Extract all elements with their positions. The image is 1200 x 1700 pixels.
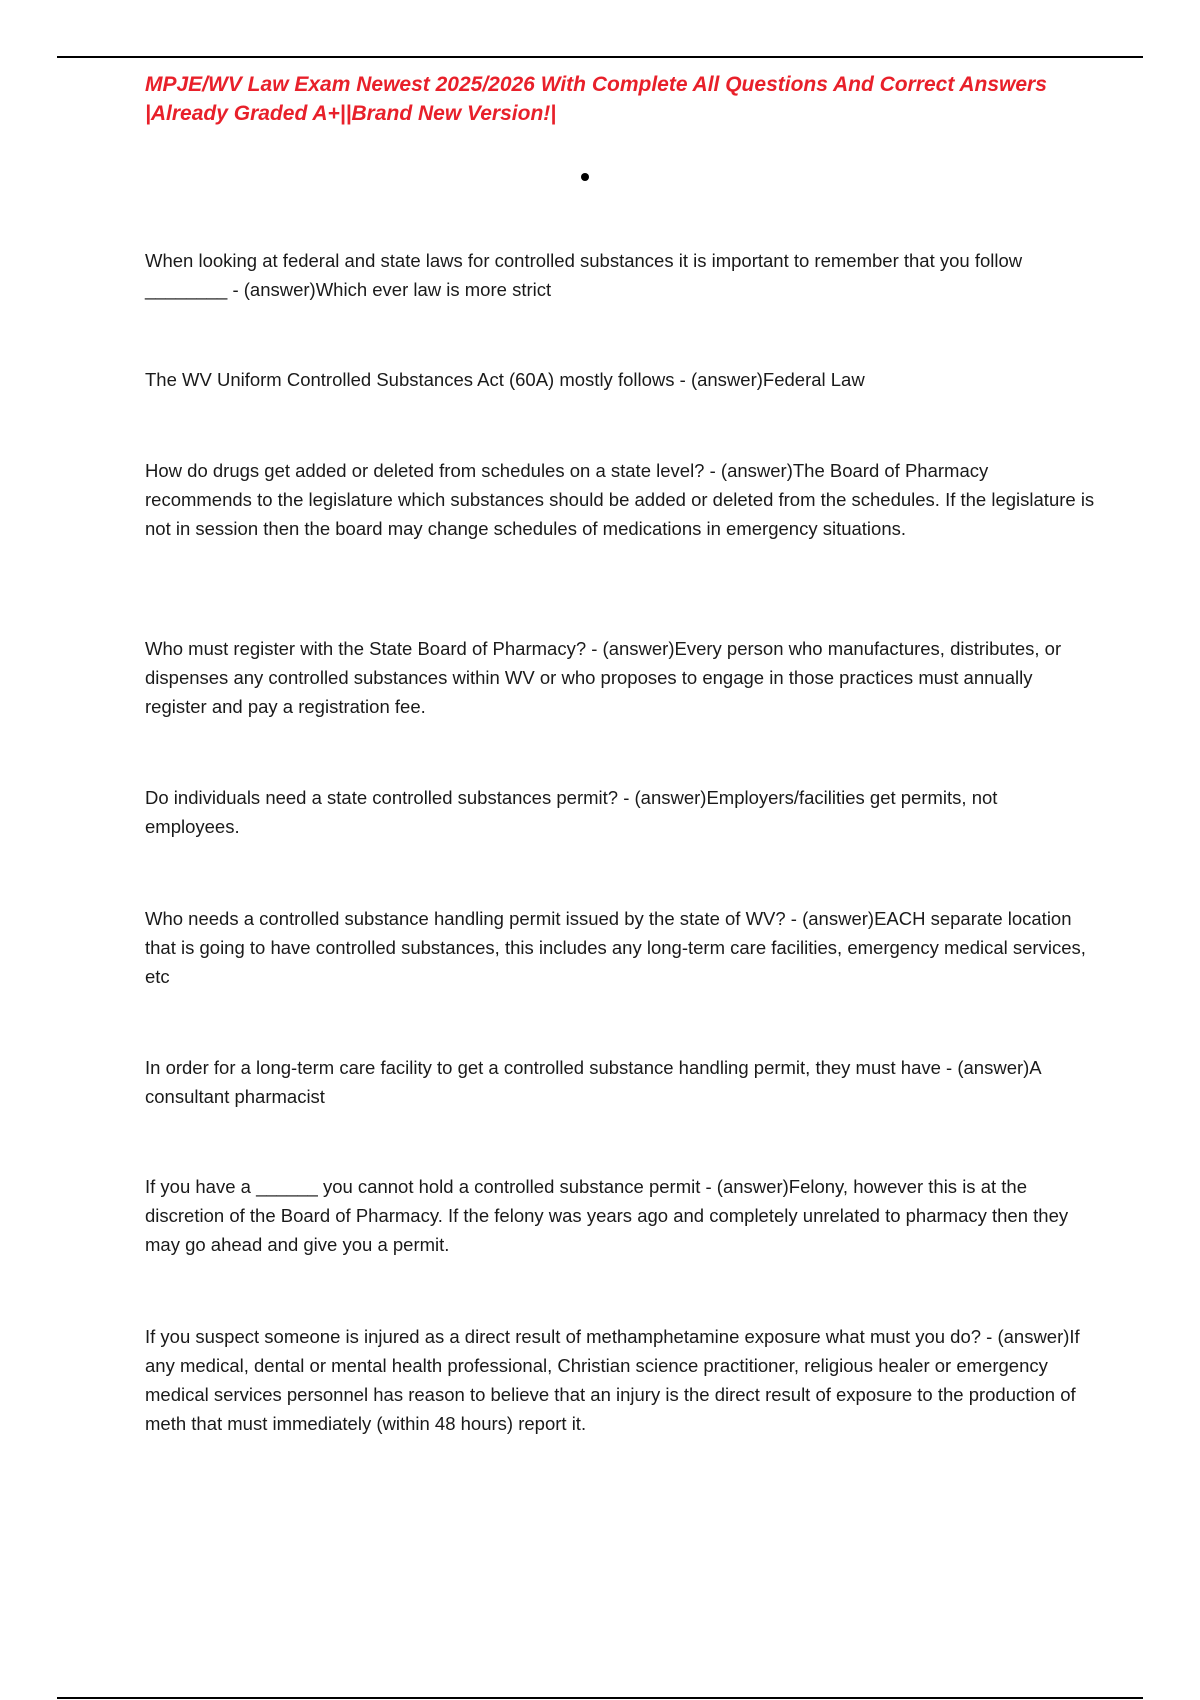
top-rule — [57, 56, 1143, 58]
qa-entry: If you have a ______ you cannot hold a controlled substance permit - (answer)Felony, however this is at the discretion of the Board of Pharmacy. If the felony was years ago and completely unrelated to pharmacy then they may go ahead and give you a permit. — [145, 1176, 1069, 1255]
qa-entry: When looking at federal and state laws for controlled substances it is important to remember that you follow ________ - (answer)Which ever law is more strict — [145, 250, 1023, 300]
qa-entry: Who needs a controlled substance handling permit issued by the state of WV? - (answer)EACH separate location that is going to have controlled substances, this includes any long-term care facilities, emergency medical services, etc — [145, 908, 1086, 987]
qa-entry: The WV Uniform Controlled Substances Act (60A) mostly follows - (answer)Federal Law — [145, 369, 865, 390]
bullet-dot — [581, 173, 589, 181]
qa-entry: Who must register with the State Board of Pharmacy? - (answer)Every person who manufactures, distributes, or dispenses any controlled substances within WV or who proposes to engage in those practices must annually register and pay a registration fee. — [145, 638, 1062, 717]
qa-entry: In order for a long-term care facility to get a controlled substance handling permit, they must have - (answer)A consultant pharmacist — [145, 1057, 1041, 1107]
qa-entry: If you suspect someone is injured as a direct result of methamphetamine exposure what must you do? - (answer)If any medical, dental or mental health professional, Christian science practitioner, religious healer or emergency medical services personnel has reason to believe that an injury is the direct result of exposure to the production of meth that must immediately (within 48 hours) report it. — [145, 1326, 1080, 1434]
document-title: MPJE/WV Law Exam Newest 2025/2026 With Complete All Questions And Correct Answers |Already Graded A+||Brand New Version!| — [145, 73, 1047, 125]
bottom-rule — [57, 1697, 1143, 1699]
qa-entry: Do individuals need a state controlled substances permit? - (answer)Employers/facilities get permits, not employees. — [145, 787, 998, 837]
qa-entry: How do drugs get added or deleted from schedules on a state level? - (answer)The Board of Pharmacy recommends to the legislature which substances should be added or deleted from the schedules. If the legislature is not in session then the board may change schedules of medications in emergency situations. — [145, 460, 1095, 539]
